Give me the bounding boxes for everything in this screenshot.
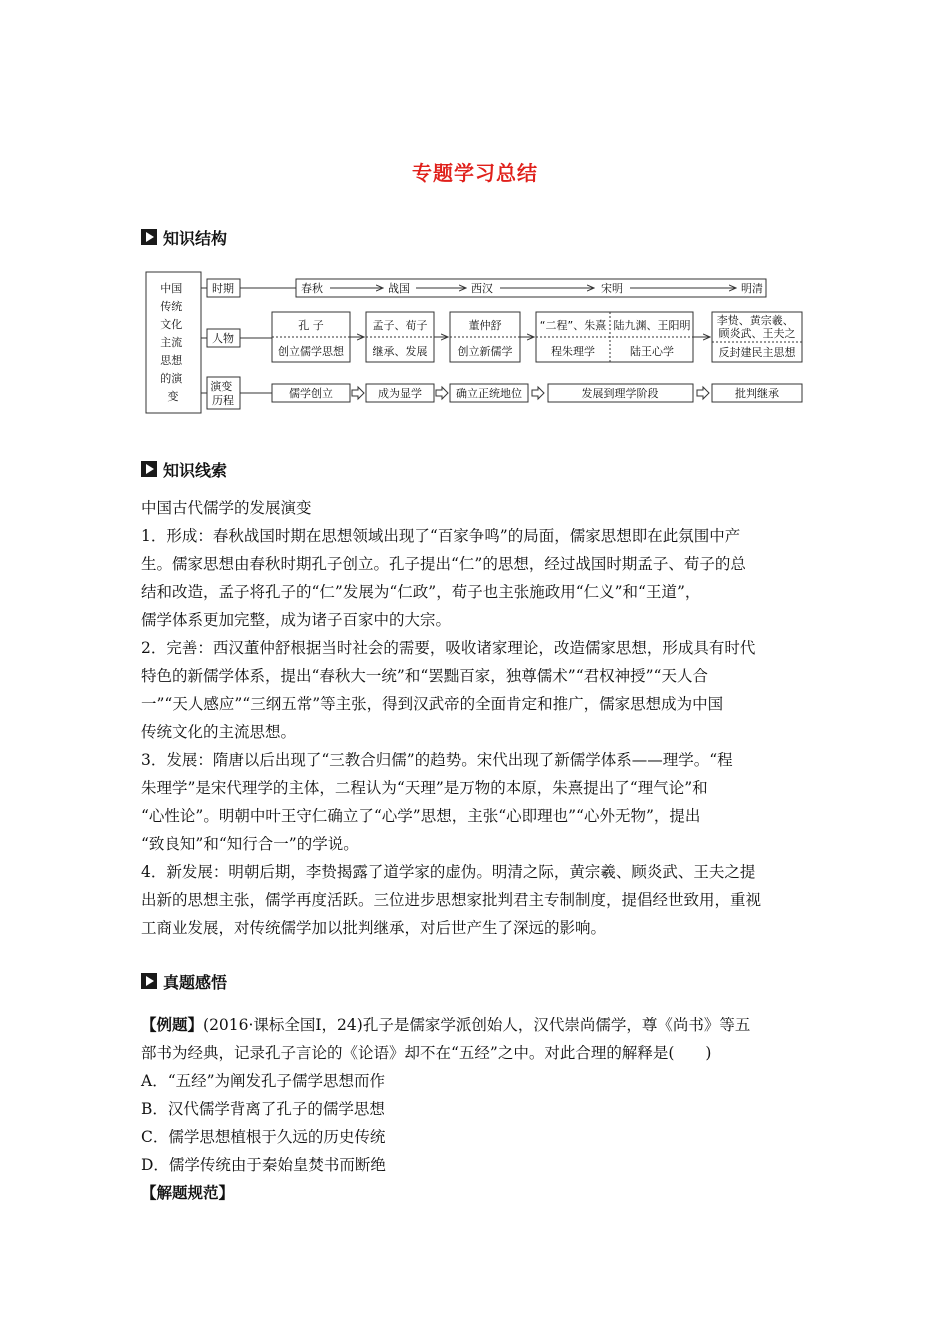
people-desc: 创立新儒学 — [457, 345, 513, 358]
clue-line: 一”“天人感应”“三纲五常”等主张，得到汉武帝的全面肯定和推广，儒家思想成为中国 — [141, 695, 724, 713]
period-label: 西汉 — [471, 282, 493, 295]
knowledge-structure-diagram — [0, 0, 950, 420]
play-triangle-icon — [141, 461, 157, 477]
people-desc: 继承、发展 — [372, 345, 428, 358]
row-label-evolution: 演变 历程 — [210, 380, 234, 407]
example-line: 部书为经典，记录孔子言论的《论语》却不在“五经”之中。对此合理的解释是( ) — [141, 1044, 712, 1062]
clue-line: 生。儒家思想由春秋时期孔子创立。孔子提出“仁”的思想，经过战国时期孟子、荀子的总 — [141, 555, 746, 573]
period-label: 战国 — [388, 282, 410, 295]
clue-line: 儒学体系更加完整，成为诸子百家中的大宗。 — [141, 611, 452, 629]
period-label: 明清 — [741, 282, 763, 295]
people-desc: 陆王心学 — [630, 345, 674, 358]
example-tag: 【例题】 — [141, 1015, 204, 1034]
section-heading-clues — [141, 458, 227, 480]
clue-line: 4．新发展：明朝后期，李贽揭露了道学家的虚伪。明清之际，黄宗羲、顾炎武、王夫之提 — [141, 863, 756, 881]
example-line: 【例题】(2016·课标全国Ⅰ，24)孔子是儒家学派创始人，汉代崇尚儒学，尊《尚书》等五 — [141, 1015, 751, 1034]
people-name: 孟子、荀子 — [372, 319, 428, 332]
people-name: 董仲舒 — [468, 319, 502, 332]
period-label: 宋明 — [601, 282, 623, 295]
period-label: 春秋 — [301, 282, 323, 295]
stage-label: 儒学创立 — [289, 387, 333, 400]
clue-line: 出新的思想主张，儒学再度活跃。三位进步思想家批判君主专制制度，提倡经世致用，重视 — [141, 891, 762, 909]
page-title: 专题学习总结 — [412, 161, 538, 185]
clue-line: 朱理学”是宋代理学的主体，二程认为“天理”是万物的本原，朱熹提出了“理气论”和 — [141, 779, 708, 797]
stage-label: 确立正统地位 — [456, 387, 522, 400]
section-heading-label: 真题感悟 — [163, 972, 228, 992]
section-heading-label: 知识线索 — [163, 460, 228, 480]
diagram-root-label: 中国 传统 文化 主流 思想 的演 变 — [160, 282, 183, 403]
clues-body — [141, 494, 811, 942]
clue-line: “致良知”和“知行合一”的学说。 — [141, 835, 359, 853]
section-heading-insight — [141, 970, 227, 992]
people-name: 陆九渊、王阳明 — [613, 319, 691, 332]
stage-label: 发展到理学阶段 — [581, 387, 659, 400]
clue-line: 1．形成：春秋战国时期在思想领域出现了“百家争鸣”的局面，儒家思想即在此氛围中产 — [141, 527, 741, 545]
clues-heading: 中国古代儒学的发展演变 — [141, 499, 312, 517]
option-c: C．儒学思想植根于久远的历史传统 — [141, 1128, 386, 1146]
clue-line: 传统文化的主流思想。 — [141, 723, 297, 741]
people-desc: 创立儒学思想 — [278, 345, 344, 358]
clue-line: “心性论”。明朝中叶王守仁确立了“心学”思想，主张“心即理也”“心外无物”，提出 — [141, 807, 701, 825]
clue-line: 3．发展：隋唐以后出现了“三教合归儒”的趋势。宋代出现了新儒学体系——理学。“程 — [141, 751, 733, 769]
section-heading-label: 知识结构 — [163, 228, 228, 248]
people-desc: 反封建民主思想 — [718, 346, 796, 359]
people-desc: 程朱理学 — [551, 345, 595, 358]
example-question — [141, 1011, 811, 1067]
clue-line: 结和改造，孟子将孔子的“仁”发展为“仁政”，荀子也主张施政用“仁义”和“王道”， — [141, 583, 701, 601]
row-label-people: 人物 — [212, 332, 234, 345]
option-d: D．儒学传统由于秦始皇焚书而断绝 — [141, 1156, 386, 1174]
row-label-period: 时期 — [212, 282, 234, 295]
option-b: B．汉代儒学背离了孔子的儒学思想 — [141, 1100, 385, 1118]
people-name: “二程”、朱熹 — [539, 319, 607, 332]
play-triangle-icon — [141, 973, 157, 989]
stage-label: 成为显学 — [378, 387, 422, 400]
stage-label: 批判继承 — [735, 387, 779, 400]
clue-line: 特色的新儒学体系，提出“春秋大一统”和“罢黜百家，独尊儒术”“君权神授”“天人合 — [141, 667, 708, 685]
people-name: 李贽、黄宗羲、 顾炎武、王夫之 — [716, 314, 796, 340]
clue-line: 2．完善：西汉董仲舒根据当时社会的需要，吸收诸家理论，改造儒家思想，形成具有时代 — [141, 639, 756, 657]
solution-tag: 【解题规范】 — [141, 1183, 235, 1202]
people-name: 孔 子 — [298, 319, 324, 332]
clue-line: 工商业发展，对传统儒学加以批判继承，对后世产生了深远的影响。 — [141, 919, 607, 937]
option-a: A．“五经”为阐发孔子儒学思想而作 — [141, 1072, 386, 1090]
